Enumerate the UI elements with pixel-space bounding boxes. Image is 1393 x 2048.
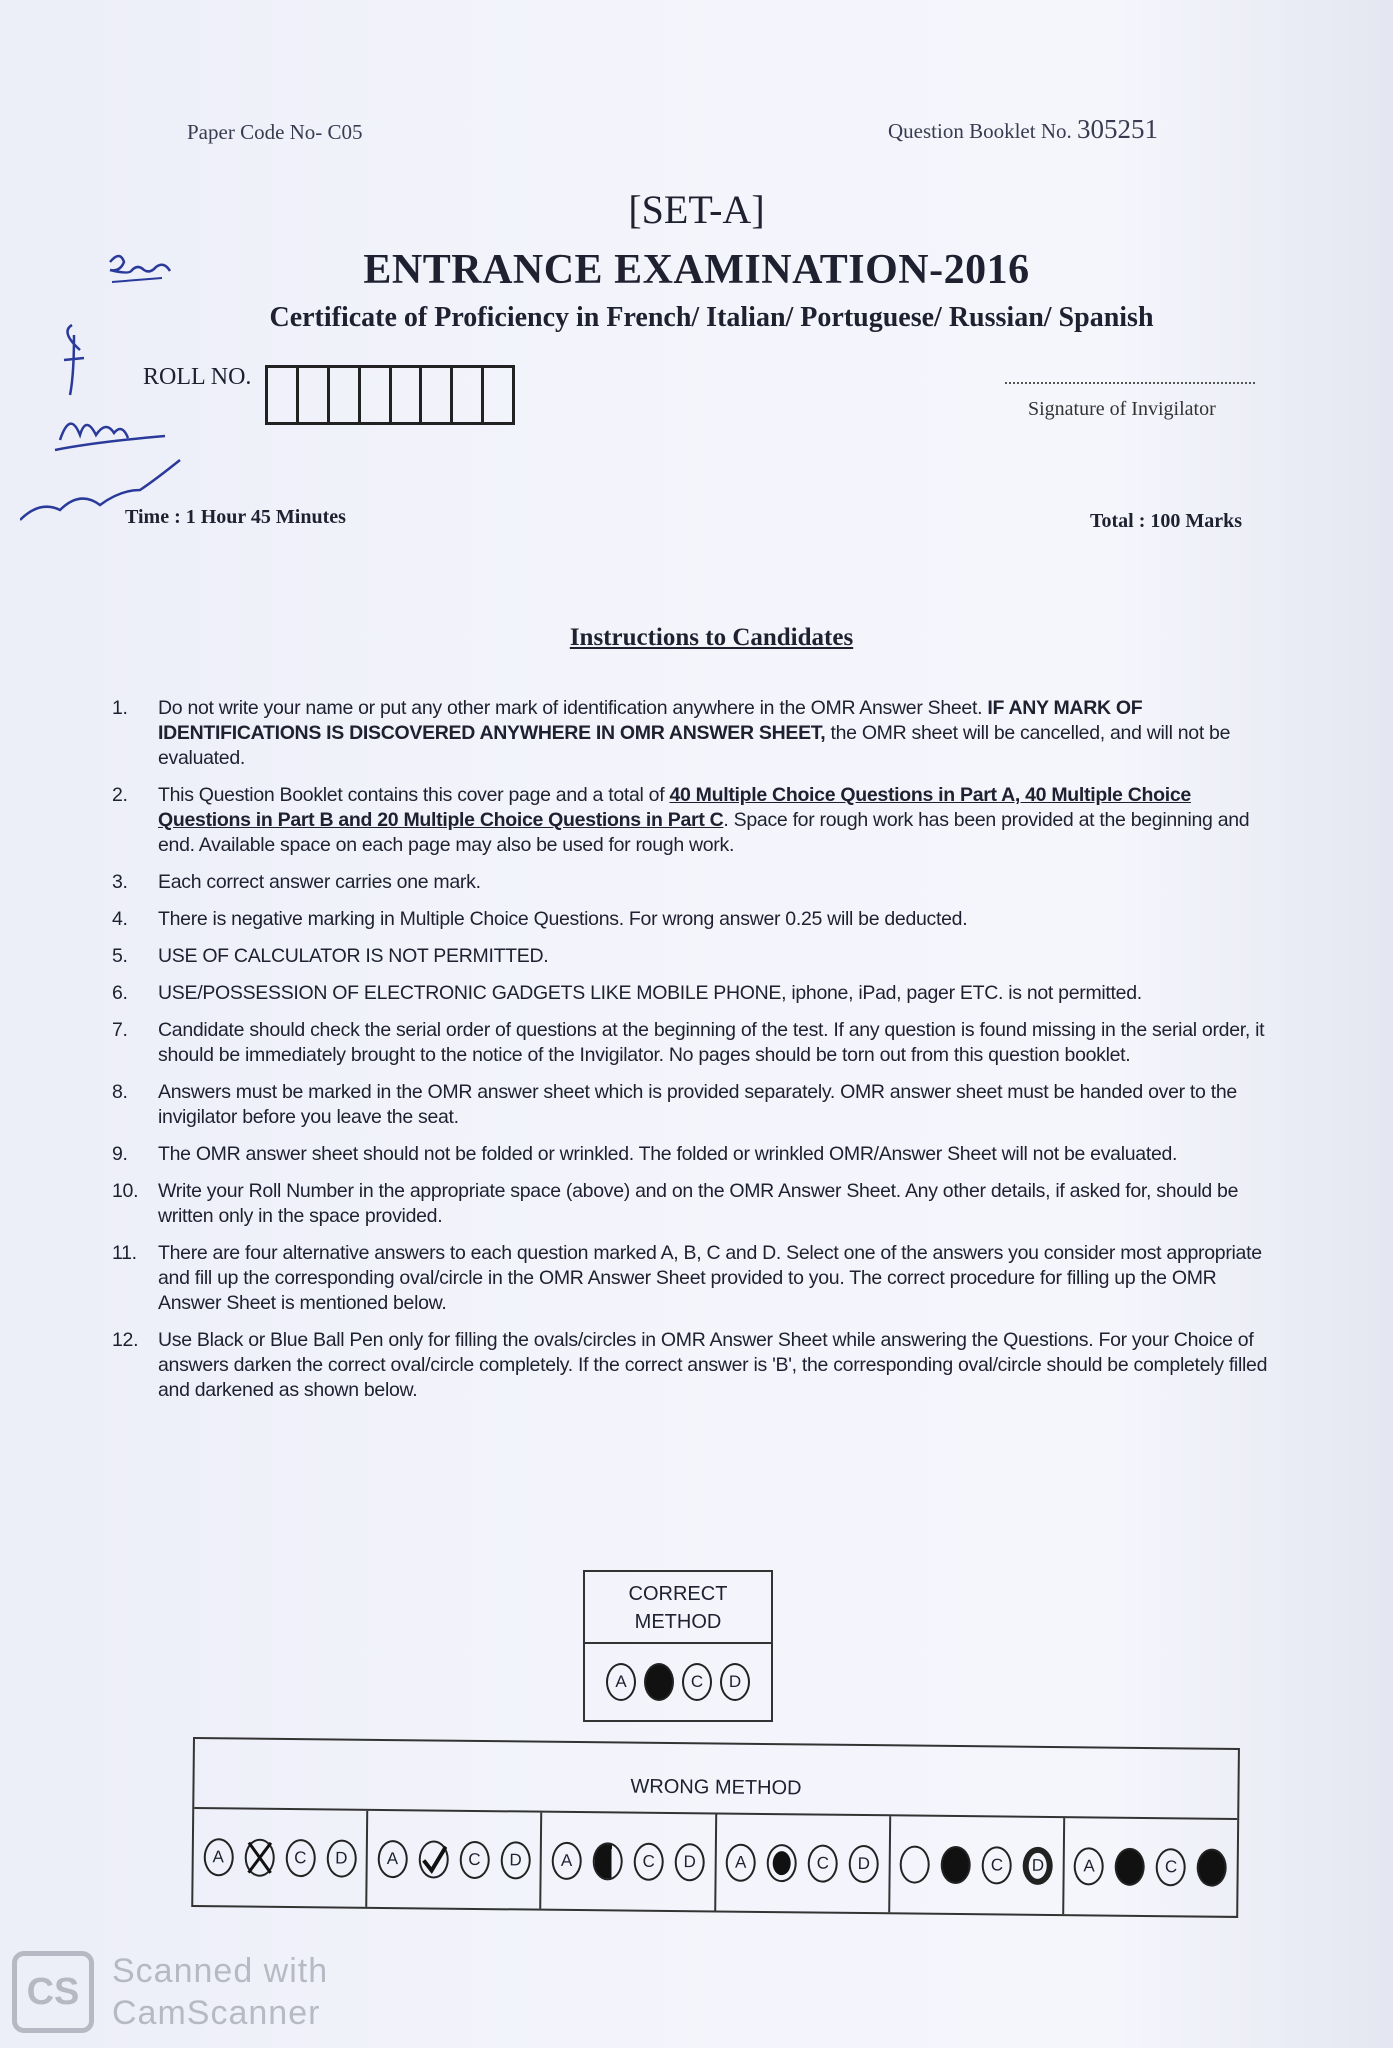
bubble-c: C [982, 1846, 1012, 1884]
camscanner-logo: CS [12, 1951, 94, 2033]
item-text: Write your Roll Number in the appropriate space (above) and on the OMR Answer Sheet. Any other details, if asked for, should be written only in the space provided. [158, 1180, 1239, 1227]
roll-digit-box[interactable] [392, 368, 423, 422]
bubble-b-filled [644, 1663, 674, 1701]
item-number: 8. [112, 1081, 128, 1103]
bubble-c: C [633, 1843, 663, 1881]
item-text: This Question Booklet contains this cover page and a total of [158, 784, 670, 806]
instruction-item [112, 944, 1272, 969]
watermark-line2: CamScanner [112, 1994, 321, 2032]
bubble-d: D [720, 1663, 750, 1701]
bubble-b-filled [1115, 1848, 1145, 1886]
bubble-a: A [377, 1840, 407, 1878]
instruction-item [112, 696, 1272, 771]
instruction-item [112, 981, 1272, 1006]
bubble-c: C [808, 1844, 838, 1882]
item-text: The OMR answer sheet should not be folded or wrinkled. The folded or wrinkled OMR/Answer Sheet will not be evaluated. [158, 1143, 1178, 1165]
bubble-a: A [726, 1844, 756, 1882]
bubble-c: C [285, 1839, 315, 1877]
instruction-item [112, 907, 1272, 932]
correct-method-label [585, 1572, 771, 1644]
instructions-list [112, 696, 1272, 1415]
bubble-d-bold: D [1023, 1847, 1053, 1885]
item-text: . Space for rough work has been provided at the beginning and end. Available space on each page may also be used for rough work. [158, 809, 1250, 856]
instruction-item [112, 1241, 1272, 1316]
watermark-line1: Scanned with [112, 1952, 329, 1990]
roll-digit-box[interactable] [330, 368, 361, 422]
item-number: 7. [112, 1019, 128, 1041]
bubble-b-crossed [244, 1839, 274, 1877]
item-text: USE/POSSESSION OF ELECTRONIC GADGETS LIKE MOBILE PHONE, iphone, iPad, pager ETC. is not permitted. [158, 982, 1142, 1004]
exam-time: Time : 1 Hour 45 Minutes [125, 506, 346, 528]
item-number: 6. [112, 982, 128, 1004]
instruction-item [112, 783, 1272, 858]
bubble-c: C [682, 1663, 712, 1701]
correct-method-box [583, 1570, 773, 1722]
instruction-item [112, 1080, 1272, 1130]
total-marks: Total : 100 Marks [1090, 510, 1243, 532]
instruction-item [112, 1328, 1272, 1403]
item-text: There are four alternative answers to each question marked A, B, C and D. Select one of the answers you consider most appropriate and fill up the corresponding oval/circle in the OMR Answer Sheet provided to you. The correct procedure for filling up the OMR Answer Sheet is mentioned below. [158, 1242, 1262, 1314]
roll-no-label: ROLL NO. [143, 364, 252, 390]
exam-title: ENTRANCE EXAMINATION-2016 [363, 247, 1030, 293]
bubble-a: A [606, 1663, 636, 1701]
item-text: There is negative marking in Multiple Choice Questions. For wrong answer 0.25 will be deducted. [158, 908, 968, 930]
instruction-item [112, 1179, 1272, 1229]
bubble-a: A [1074, 1847, 1104, 1885]
check-mark-icon [420, 1842, 446, 1876]
item-number: 4. [112, 908, 128, 930]
roll-digit-box[interactable] [453, 368, 484, 422]
signature-line [1005, 382, 1255, 384]
bubble-b-partial [592, 1842, 622, 1880]
roll-digit-box[interactable] [268, 368, 299, 422]
bubble-a-empty [900, 1845, 930, 1883]
roll-digit-box[interactable] [422, 368, 453, 422]
item-text: Use Black or Blue Ball Pen only for filling the ovals/circles in OMR Answer Sheet while answering the Questions. For your Choice of answers darken the correct oval/circle completely. If the correct answer is 'B', the corresponding oval/circle should be completely filled and darkened as shown below. [158, 1329, 1268, 1401]
item-number: 5. [112, 945, 128, 967]
roll-no-boxes[interactable] [265, 365, 515, 425]
bubble-d: D [849, 1845, 879, 1883]
item-text: the OMR sheet will be cancelled, and will not be evaluated. [158, 722, 1231, 769]
camscanner-watermark [12, 1950, 328, 2034]
booklet-number [888, 114, 1158, 145]
wrong-method-groups [193, 1809, 1237, 1916]
booklet-label: Question Booklet No. [888, 119, 1072, 143]
item-underlined-text: 40 Multiple Choice Questions in Part A, 40 Multiple Choice Questions in Part B and 20 Multiple Choice Questions in Part C [158, 784, 1191, 831]
booklet-value: 305251 [1077, 114, 1158, 144]
bubble-b-ticked [418, 1840, 448, 1878]
cross-mark-icon [246, 1841, 272, 1875]
item-number: 9. [112, 1143, 128, 1165]
instructions-heading: Instructions to Candidates [569, 624, 854, 651]
wrong-method-box [191, 1737, 1240, 1918]
item-text: Do not write your name or put any other mark of identification anywhere in the OMR Answer Sheet. [158, 697, 988, 719]
roll-digit-box[interactable] [361, 368, 392, 422]
exam-subtitle: Certificate of Proficiency in French/ Italian/ Portuguese/ Russian/ Spanish [269, 302, 1154, 333]
wrong-group-dot [716, 1814, 891, 1912]
item-number: 12. [112, 1329, 139, 1351]
item-text: USE OF CALCULATOR IS NOT PERMITTED. [158, 945, 549, 967]
bubble-a: A [203, 1838, 233, 1876]
paper-code: Paper Code No- C05 [187, 120, 363, 144]
instruction-item [112, 1018, 1272, 1068]
item-number: 10. [112, 1180, 139, 1202]
wrong-group-two-filled [1064, 1818, 1237, 1916]
bubble-d-filled [1197, 1849, 1227, 1887]
item-number: 11. [112, 1242, 137, 1264]
item-number: 2. [112, 784, 128, 806]
signature-label: Signature of Invigilator [1028, 398, 1216, 420]
bubble-c: C [1156, 1848, 1186, 1886]
wrong-method-label: WRONG METHOD [194, 1739, 1238, 1820]
bubble-d: D [674, 1843, 704, 1881]
item-text: Candidate should check the serial order of questions at the beginning of the test. If any question is found missing in the serial order, it should be immediately brought to the notice of the Invigilator. No pages should be torn out from this question booklet. [158, 1019, 1265, 1066]
item-number: 3. [112, 871, 128, 893]
wrong-group-partial [542, 1813, 717, 1911]
item-bold-text: IF ANY MARK OF IDENTIFICATIONS IS DISCOVERED ANYWHERE IN OMR ANSWER SHEET, [158, 697, 1143, 744]
bubble-b-dot [767, 1844, 797, 1882]
wrong-group-multiple [890, 1816, 1065, 1914]
bubble-b-filled [941, 1846, 971, 1884]
instruction-item [112, 1142, 1272, 1167]
correct-label-line2: METHOD [634, 1611, 722, 1633]
roll-digit-box[interactable] [484, 368, 512, 422]
roll-digit-box[interactable] [299, 368, 330, 422]
correct-bubbles [585, 1644, 771, 1720]
item-text: Answers must be marked in the OMR answer sheet which is provided separately. OMR answer sheet must be handed over to the invigilator before you leave the seat. [158, 1081, 1237, 1128]
item-text: Each correct answer carries one mark. [158, 871, 481, 893]
bubble-d: D [500, 1841, 530, 1879]
bubble-d: D [326, 1839, 356, 1877]
bubble-a: A [551, 1842, 581, 1880]
instruction-item [112, 870, 1272, 895]
bubble-c: C [459, 1841, 489, 1879]
wrong-group-cross [193, 1809, 368, 1907]
set-label: [SET-A] [628, 187, 765, 232]
correct-label-line1: CORRECT [628, 1583, 728, 1605]
item-number: 1. [112, 697, 128, 719]
wrong-group-tick [367, 1811, 542, 1909]
